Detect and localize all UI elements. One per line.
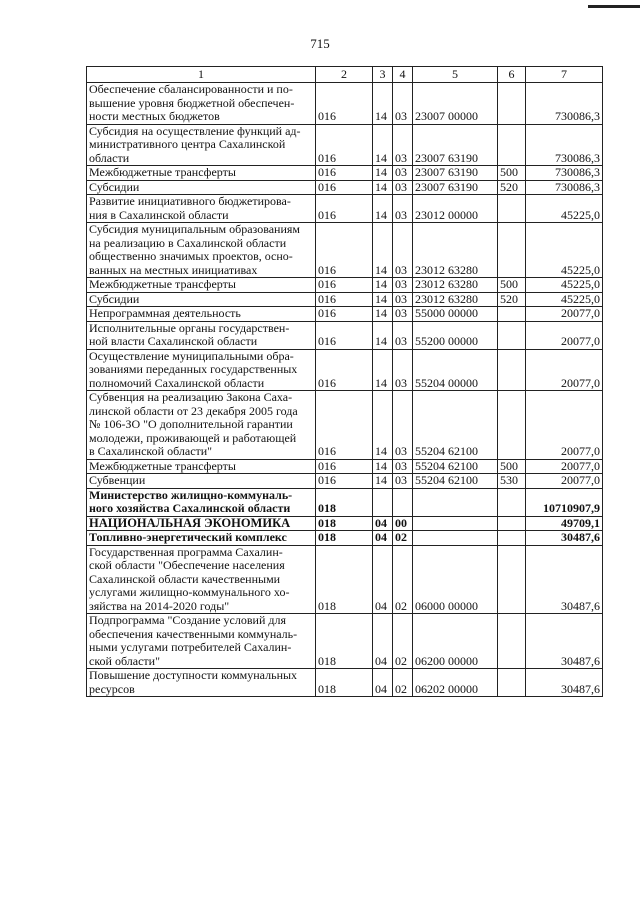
cell-name: Топливно-энергетический комплекс xyxy=(87,531,316,546)
cell-subsection: 03 xyxy=(393,474,413,489)
cell-section: 14 xyxy=(373,124,393,166)
cell-section: 14 xyxy=(373,349,393,391)
cell-name: Субвенция на реализацию Закона Саха- линской области от 23 декабря 2005 года № 106-ЗО "О дополнительной гарантии молодежи, проживающей и работающей в Сахалинской области" xyxy=(87,391,316,460)
cell-target: 23007 63190 xyxy=(413,124,498,166)
cell-exp: 500 xyxy=(498,166,526,181)
page-number: 715 xyxy=(310,36,330,51)
cell-amount: 730086,3 xyxy=(526,83,603,125)
cell-subsection: 03 xyxy=(393,166,413,181)
cell-target: 23012 63280 xyxy=(413,292,498,307)
cell-amount: 730086,3 xyxy=(526,166,603,181)
table-row xyxy=(87,531,603,546)
cell-subsection: 02 xyxy=(393,614,413,669)
cell-exp xyxy=(498,195,526,223)
cell-ministry: 016 xyxy=(316,195,373,223)
cell-name: Субсидия на осуществление функций ад- министративного центра Сахалинской области xyxy=(87,124,316,166)
cell-ministry: 018 xyxy=(316,669,373,697)
cell-ministry: 018 xyxy=(316,614,373,669)
cell-target: 23007 00000 xyxy=(413,83,498,125)
scan-edge-mark xyxy=(588,0,640,8)
cell-subsection: 00 xyxy=(393,516,413,531)
cell-exp xyxy=(498,307,526,322)
cell-amount: 45225,0 xyxy=(526,195,603,223)
cell-ministry: 016 xyxy=(316,391,373,460)
table-row xyxy=(87,474,603,489)
col-header-expense-type: 6 xyxy=(498,67,526,83)
cell-subsection xyxy=(393,488,413,516)
cell-target xyxy=(413,488,498,516)
cell-target: 06202 00000 xyxy=(413,669,498,697)
cell-ministry: 016 xyxy=(316,321,373,349)
cell-name: Подпрограмма "Создание условий для обеспечения качественными коммуналь- ными услугами потребителей Сахалин- ской области" xyxy=(87,614,316,669)
table-row xyxy=(87,349,603,391)
cell-section: 14 xyxy=(373,292,393,307)
cell-exp: 520 xyxy=(498,292,526,307)
cell-exp xyxy=(498,531,526,546)
cell-subsection: 03 xyxy=(393,124,413,166)
cell-target: 23012 00000 xyxy=(413,195,498,223)
cell-subsection: 02 xyxy=(393,545,413,614)
cell-ministry: 018 xyxy=(316,545,373,614)
cell-target: 06200 00000 xyxy=(413,614,498,669)
cell-name: Субсидии xyxy=(87,180,316,195)
table-row xyxy=(87,124,603,166)
cell-exp xyxy=(498,669,526,697)
cell-subsection: 03 xyxy=(393,292,413,307)
cell-subsection: 03 xyxy=(393,459,413,474)
cell-subsection: 02 xyxy=(393,531,413,546)
cell-amount: 20077,0 xyxy=(526,474,603,489)
col-header-name: 1 xyxy=(87,67,316,83)
table-row xyxy=(87,166,603,181)
cell-ministry: 016 xyxy=(316,349,373,391)
cell-target xyxy=(413,516,498,531)
cell-subsection: 03 xyxy=(393,195,413,223)
budget-table xyxy=(86,66,603,697)
cell-ministry: 016 xyxy=(316,223,373,278)
cell-name: Развитие инициативного бюджетирова- ния в Сахалинской области xyxy=(87,195,316,223)
cell-exp xyxy=(498,614,526,669)
cell-section: 14 xyxy=(373,391,393,460)
cell-name: Непрограммная деятельность xyxy=(87,307,316,322)
cell-ministry: 016 xyxy=(316,292,373,307)
cell-exp xyxy=(498,321,526,349)
cell-amount: 30487,6 xyxy=(526,669,603,697)
cell-name: Исполнительные органы государствен- ной власти Сахалинской области xyxy=(87,321,316,349)
cell-ministry: 016 xyxy=(316,459,373,474)
cell-subsection: 03 xyxy=(393,321,413,349)
cell-exp xyxy=(498,545,526,614)
cell-name: Межбюджетные трансферты xyxy=(87,459,316,474)
cell-ministry: 016 xyxy=(316,307,373,322)
cell-ministry: 016 xyxy=(316,474,373,489)
cell-target: 55200 00000 xyxy=(413,321,498,349)
cell-exp: 500 xyxy=(498,278,526,293)
cell-name: Межбюджетные трансферты xyxy=(87,166,316,181)
cell-target: 55204 62100 xyxy=(413,459,498,474)
cell-ministry: 016 xyxy=(316,180,373,195)
cell-amount: 20077,0 xyxy=(526,349,603,391)
cell-target: 23012 63280 xyxy=(413,223,498,278)
cell-section: 14 xyxy=(373,195,393,223)
cell-section: 04 xyxy=(373,614,393,669)
cell-section: 14 xyxy=(373,278,393,293)
cell-subsection: 02 xyxy=(393,669,413,697)
cell-subsection: 03 xyxy=(393,349,413,391)
cell-exp xyxy=(498,516,526,531)
cell-exp xyxy=(498,391,526,460)
cell-ministry: 018 xyxy=(316,488,373,516)
cell-ministry: 016 xyxy=(316,278,373,293)
table-row xyxy=(87,292,603,307)
cell-ministry: 016 xyxy=(316,166,373,181)
cell-name: Обеспечение сбалансированности и по- вышение уровня бюджетной обеспечен- ности местных бюджетов xyxy=(87,83,316,125)
table-row xyxy=(87,278,603,293)
cell-exp xyxy=(498,349,526,391)
cell-subsection: 03 xyxy=(393,391,413,460)
col-header-ministry: 2 xyxy=(316,67,373,83)
cell-amount: 20077,0 xyxy=(526,321,603,349)
table-row xyxy=(87,488,603,516)
cell-exp xyxy=(498,223,526,278)
cell-section: 04 xyxy=(373,516,393,531)
cell-section xyxy=(373,488,393,516)
cell-name: Субвенции xyxy=(87,474,316,489)
cell-amount: 20077,0 xyxy=(526,391,603,460)
table-row xyxy=(87,83,603,125)
table-row xyxy=(87,391,603,460)
col-header-section: 3 xyxy=(373,67,393,83)
cell-amount: 20077,0 xyxy=(526,459,603,474)
cell-section: 14 xyxy=(373,223,393,278)
cell-exp xyxy=(498,124,526,166)
cell-exp: 520 xyxy=(498,180,526,195)
col-header-amount: 7 xyxy=(526,67,603,83)
table-header-row xyxy=(87,67,603,83)
cell-name: Субсидия муниципальным образованиям на реализацию в Сахалинской области общественно значимых проектов, осно- ванных на местных инициативах xyxy=(87,223,316,278)
cell-amount: 20077,0 xyxy=(526,307,603,322)
cell-section: 14 xyxy=(373,83,393,125)
cell-amount: 30487,6 xyxy=(526,614,603,669)
cell-target: 55204 62100 xyxy=(413,474,498,489)
cell-ministry: 016 xyxy=(316,83,373,125)
cell-section: 14 xyxy=(373,307,393,322)
cell-section: 04 xyxy=(373,531,393,546)
cell-section: 14 xyxy=(373,321,393,349)
table-row xyxy=(87,459,603,474)
cell-amount: 10710907,9 xyxy=(526,488,603,516)
cell-exp: 530 xyxy=(498,474,526,489)
cell-amount: 45225,0 xyxy=(526,292,603,307)
cell-subsection: 03 xyxy=(393,180,413,195)
cell-section: 04 xyxy=(373,545,393,614)
cell-section: 14 xyxy=(373,166,393,181)
cell-amount: 45225,0 xyxy=(526,223,603,278)
cell-name: Межбюджетные трансферты xyxy=(87,278,316,293)
cell-subsection: 03 xyxy=(393,83,413,125)
cell-name: Субсидии xyxy=(87,292,316,307)
cell-subsection: 03 xyxy=(393,223,413,278)
cell-target: 06000 00000 xyxy=(413,545,498,614)
table-row xyxy=(87,180,603,195)
cell-amount: 30487,6 xyxy=(526,545,603,614)
cell-ministry: 018 xyxy=(316,531,373,546)
cell-exp xyxy=(498,488,526,516)
table-row xyxy=(87,545,603,614)
cell-target: 23007 63190 xyxy=(413,166,498,181)
cell-target: 23012 63280 xyxy=(413,278,498,293)
cell-ministry: 018 xyxy=(316,516,373,531)
table-row xyxy=(87,321,603,349)
cell-name: НАЦИОНАЛЬНАЯ ЭКОНОМИКА xyxy=(87,516,316,531)
table-row xyxy=(87,614,603,669)
cell-exp: 500 xyxy=(498,459,526,474)
cell-target: 55204 00000 xyxy=(413,349,498,391)
col-header-target: 5 xyxy=(413,67,498,83)
cell-subsection: 03 xyxy=(393,278,413,293)
cell-name: Государственная программа Сахалин- ской области "Обеспечение населения Сахалинской области качественными услугами жилищно-коммунального хо- зяйства на 2014-2020 годы" xyxy=(87,545,316,614)
cell-target: 55000 00000 xyxy=(413,307,498,322)
cell-target: 23007 63190 xyxy=(413,180,498,195)
cell-exp xyxy=(498,83,526,125)
cell-target xyxy=(413,531,498,546)
table-row xyxy=(87,307,603,322)
cell-amount: 730086,3 xyxy=(526,180,603,195)
cell-section: 04 xyxy=(373,669,393,697)
cell-name: Министерство жилищно-коммуналь- ного хозяйства Сахалинской области xyxy=(87,488,316,516)
cell-amount: 45225,0 xyxy=(526,278,603,293)
cell-amount: 30487,6 xyxy=(526,531,603,546)
cell-name: Повышение доступности коммунальных ресурсов xyxy=(87,669,316,697)
cell-amount: 730086,3 xyxy=(526,124,603,166)
cell-amount: 49709,1 xyxy=(526,516,603,531)
cell-section: 14 xyxy=(373,180,393,195)
table-row xyxy=(87,223,603,278)
cell-name: Осуществление муниципальными обра- зованиями переданных государственных полномочий Сахалинской области xyxy=(87,349,316,391)
col-header-subsection: 4 xyxy=(393,67,413,83)
cell-subsection: 03 xyxy=(393,307,413,322)
table-row xyxy=(87,669,603,697)
table-row xyxy=(87,516,603,531)
cell-ministry: 016 xyxy=(316,124,373,166)
table-row xyxy=(87,195,603,223)
cell-target: 55204 62100 xyxy=(413,391,498,460)
cell-section: 14 xyxy=(373,474,393,489)
cell-section: 14 xyxy=(373,459,393,474)
